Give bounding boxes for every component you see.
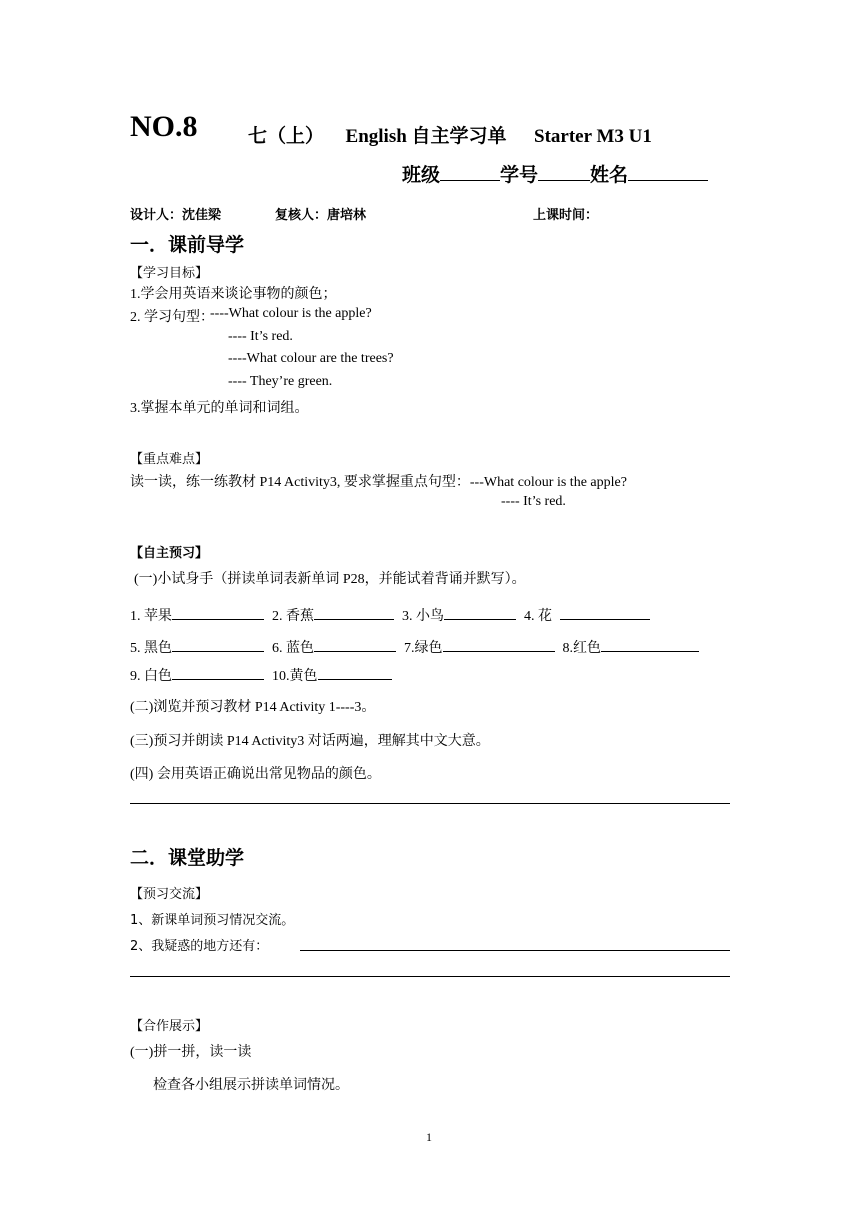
reviewer-label: 复核人：唐培林 [275,208,367,223]
title-text: English 自主学习单 [345,126,507,147]
goal-2-answer-2: ---- They’re green. [228,374,333,389]
vocab-yellow-label: 10.黄色 [272,669,318,684]
vocab-bird-blank[interactable] [444,605,516,620]
exchange-title: 【预习交流】 [130,887,209,902]
vocab-banana-blank[interactable] [314,605,394,620]
exchange-item-2: 2、我疑惑的地方还有： [130,939,269,954]
class-blank[interactable] [440,166,500,181]
vocab-blue-label: 6. 蓝色 [272,641,314,656]
vocab-red-label: 8.红色 [562,641,601,656]
key-points-answer: ---- It’s red. [501,494,566,509]
header-title [248,121,652,148]
cooperation-item-1: (一)拼一拼，读一读 [130,1045,252,1060]
question-answer-line-2[interactable] [130,976,730,977]
cooperation-title: 【合作展示】 [130,1019,209,1034]
goal-3: 3.掌握本单元的单词和词组。 [130,401,309,416]
vocab-flower-blank[interactable] [560,605,650,620]
designer-label: 设计人：沈佳梁 [130,208,222,223]
student-id-label: 学号 [500,164,539,186]
vocab-bird-label: 3. 小鸟 [402,609,444,624]
vocab-row-1 [130,605,650,625]
section-2-heading: 二．课堂助学 [130,847,245,869]
vocab-row-2 [130,637,699,657]
key-points-title: 【重点难点】 [130,452,209,467]
vocab-flower-label: 4. 花 [524,609,552,624]
vocab-red-blank[interactable] [601,637,699,652]
cooperation-item-1-text: 检查各小组展示拼读单词情况。 [153,1078,349,1093]
class-label: 班级 [402,164,441,186]
vocab-apple-blank[interactable] [172,605,264,620]
vocab-green-blank[interactable] [443,637,555,652]
vocab-green-label: 7.绿色 [404,641,443,656]
vocab-white-label: 9. 白色 [130,669,172,684]
unit-label: Starter M3 U1 [534,126,652,147]
goal-2-question-2: ----What colour are the trees? [228,351,394,366]
student-id-blank[interactable] [538,166,590,181]
question-answer-line-1[interactable] [300,950,730,951]
section-1-heading: 一．课前导学 [130,234,245,256]
goals-title: 【学习目标】 [130,266,209,281]
vocab-yellow-blank[interactable] [318,665,392,680]
worksheet-number: NO.8 [130,110,198,143]
vocab-row-3 [130,665,392,685]
key-points-text: 读一读，练一练教材 P14 Activity3, 要求掌握重点句型：---What colour is the apple? [130,475,627,490]
vocab-blue-blank[interactable] [314,637,396,652]
preview-item-2: (二)浏览并预习教材 P14 Activity 1----3。 [130,700,376,715]
goal-2-question-1: ----What colour is the apple? [210,306,372,321]
preview-intro: (一)小试身手（拼读单词表新单词 P28，并能试着背诵并默写）。 [134,572,526,587]
preview-title: 【自主预习】 [130,546,209,561]
name-blank[interactable] [628,166,708,181]
page-number: 1 [426,1130,432,1144]
vocab-white-blank[interactable] [172,665,264,680]
vocab-apple-label: 1. 苹果 [130,609,172,624]
section-divider [130,803,730,804]
grade-label: 七（上） [248,125,325,147]
goal-2-answer-1: ---- It’s red. [228,329,293,344]
goal-2-label: 2. 学习句型： [130,310,214,325]
name-label: 姓名 [590,164,629,186]
vocab-black-blank[interactable] [172,637,264,652]
class-time-label: 上课时间： [533,208,599,223]
vocab-banana-label: 2. 香蕉 [272,609,314,624]
vocab-black-label: 5. 黑色 [130,641,172,656]
exchange-item-1: 1、新课单词预习情况交流。 [130,913,295,928]
goal-1: 1.学会用英语来谈论事物的颜色； [130,287,337,302]
preview-item-4: (四) 会用英语正确说出常见物品的颜色。 [130,767,381,782]
preview-item-3: (三)预习并朗读 P14 Activity3 对话两遍，理解其中文大意。 [130,734,490,749]
student-info-line [402,160,708,187]
